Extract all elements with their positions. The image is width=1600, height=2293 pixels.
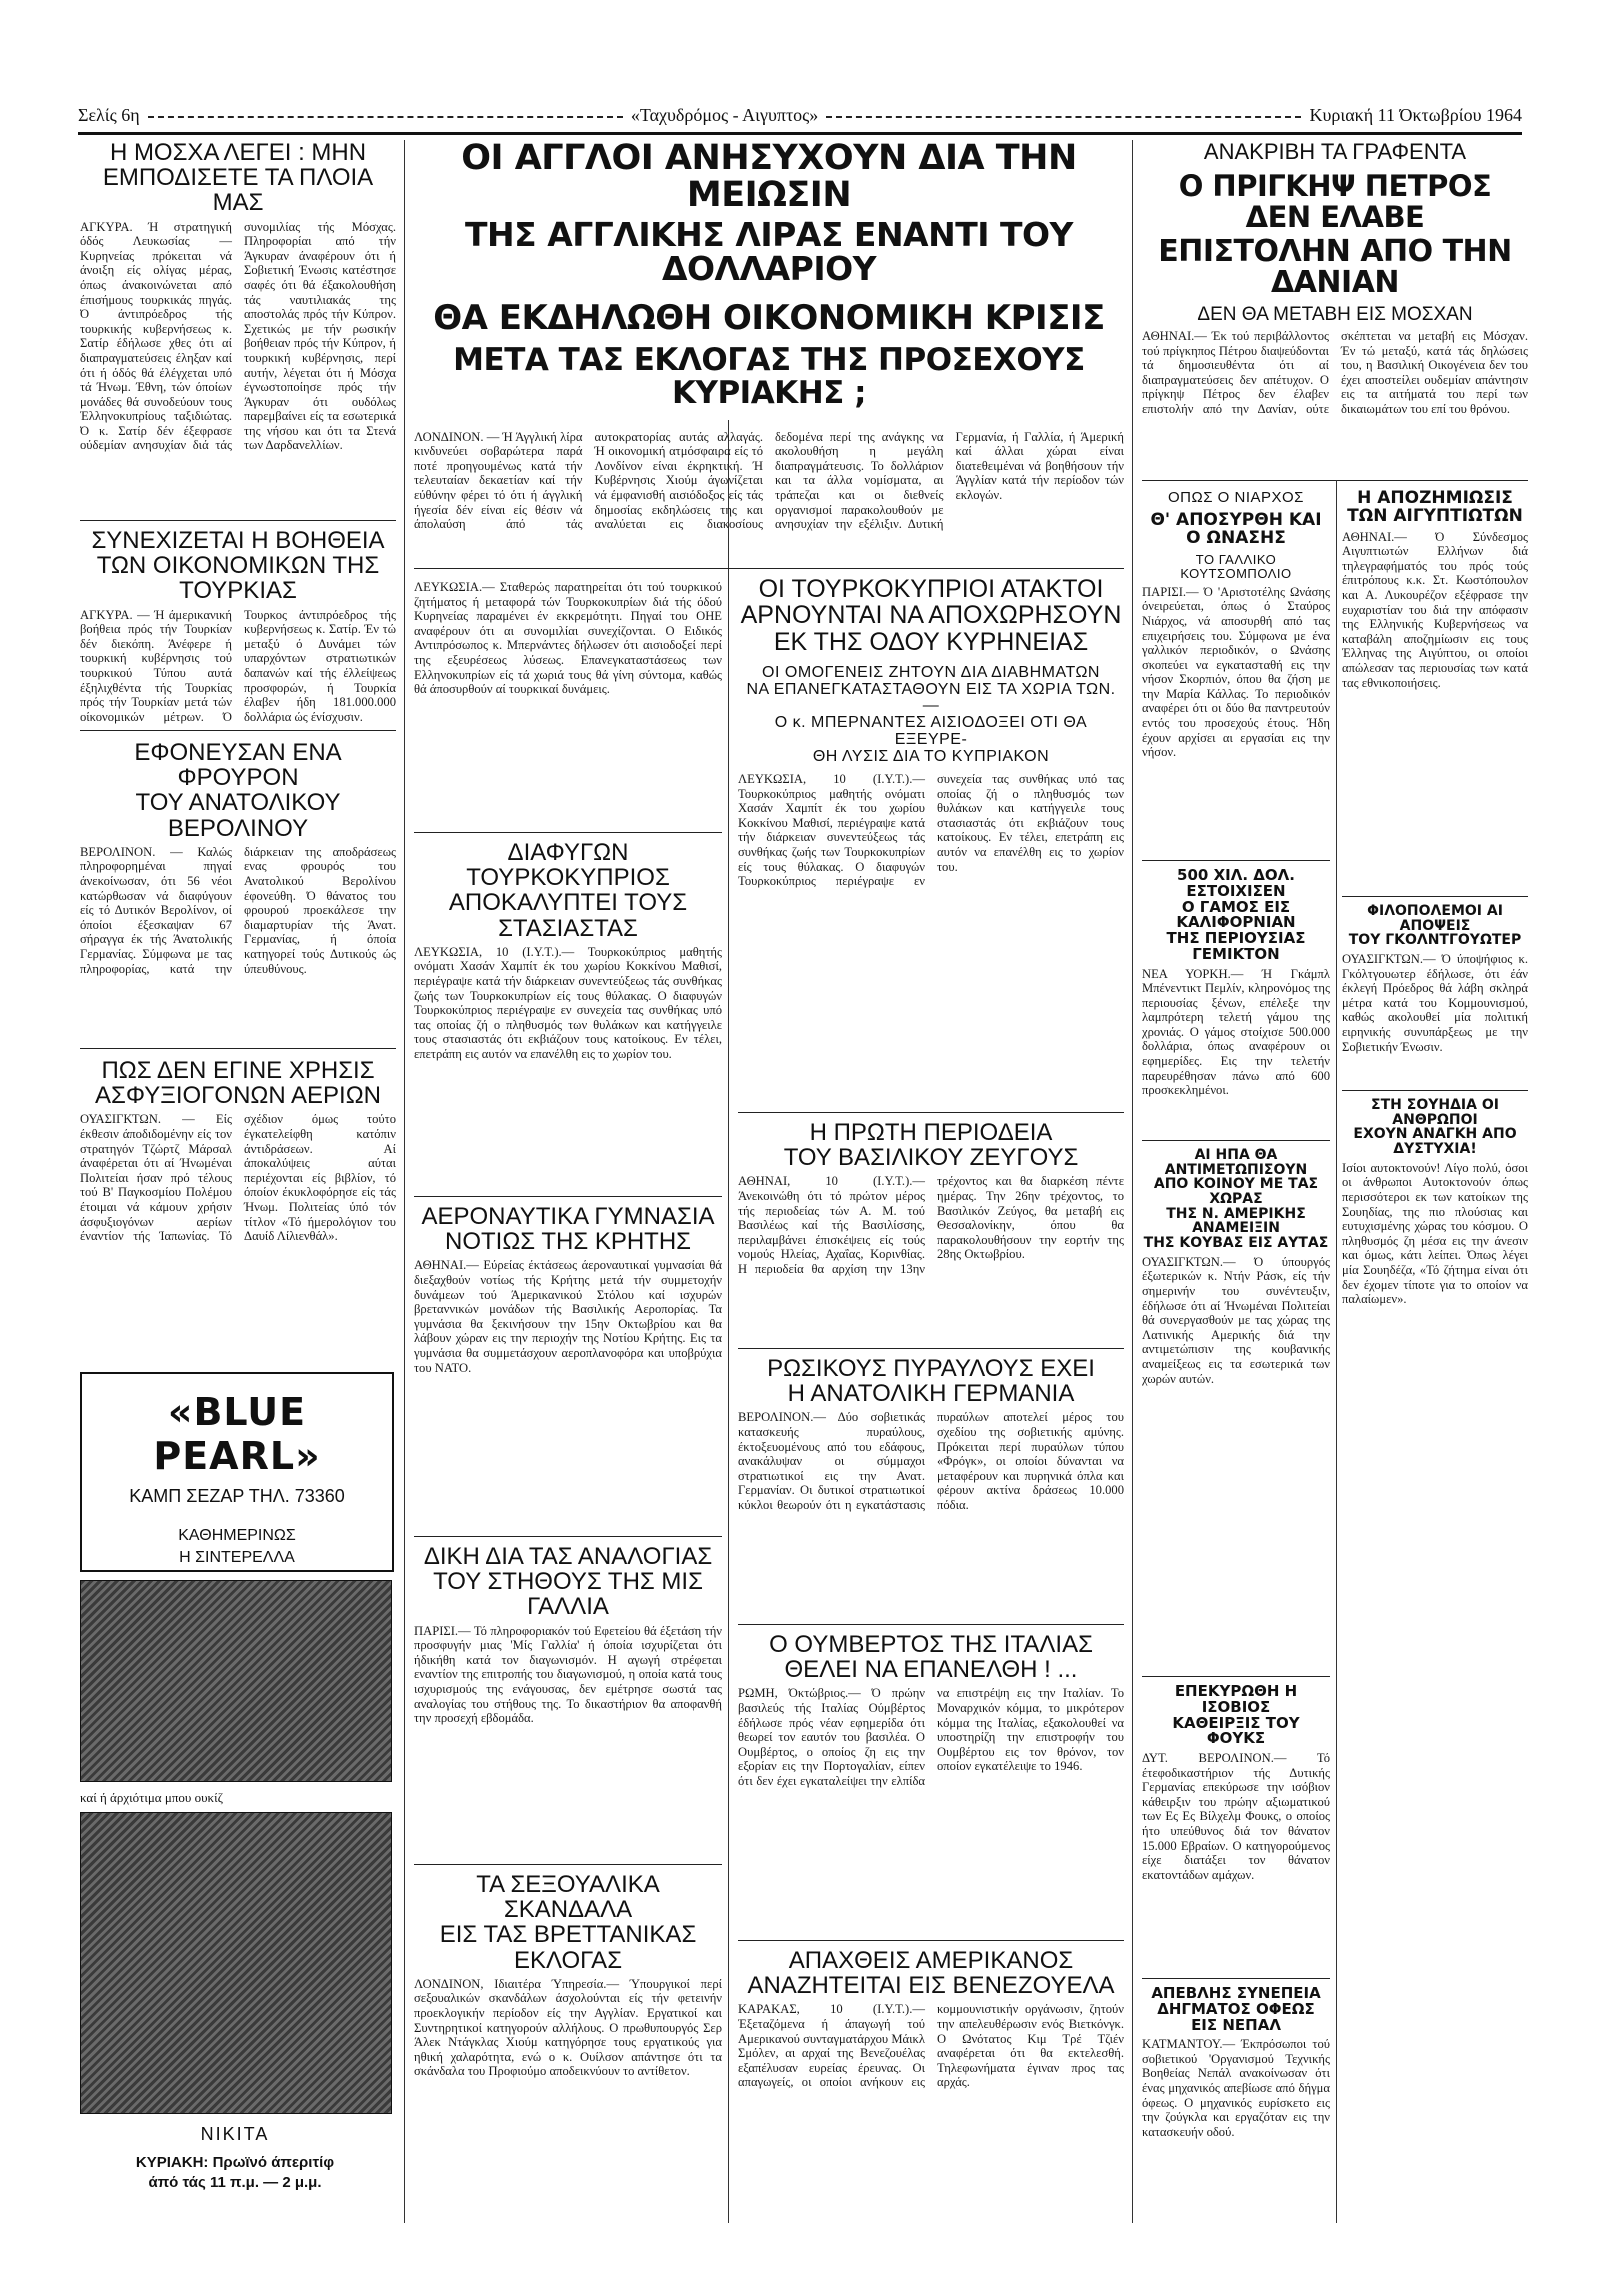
headline: ΔΙΚΗ ΔΙΑ ΤΑΣ ΑΝΑΛΟΓΙΑΣ (423, 1543, 713, 1570)
article-body: ΟΥΑΣΙΓΚΤΩΝ.— Ό ύπουργός έξωτερικών κ. Ντήν Ράσκ, είς τήν σημερινήν του συνέντευξιν, έδήλωσε ότι αί Ήνωμέναι Πολιτείαι θά συνεργασθούν με τας χώρας της Λατινικής Αμερικής διά την αντιμετώπισιν της κουβανικής αναμείξεως εις τα εσωτερικά των χωρών αυτών. (1142, 1254, 1330, 1386)
headline: Η ΑΝΑΤΟΛΙΚΗ ΓΕΡΜΑΝΙΑ (787, 1380, 1075, 1408)
headline: ΕΧΟΥΝ ΑΝΑΓΚΗ ΑΠΟ ΔΥΣΤΥΧΙΑ! (1353, 1126, 1517, 1158)
headline: ΑΡΝΟΥΝΤΑΙ ΝΑ ΑΠΟΧΩΡΗΣΟΥΝ (740, 601, 1122, 630)
headline: Η ΑΠΟΖΗΜΙΩΣΙΣ (1357, 488, 1513, 508)
lead-headline: ΟΙ ΑΓΓΛΟΙ ΑΝΗΣΥΧΟΥΝ ΔΙΑ ΤΗΝ ΜΕΙΩΣΙΝ (461, 138, 1077, 215)
headline: ΤΗΣ ΚΟΥΒΑΣ ΕΙΣ ΑΥΤΑΣ (1143, 1235, 1329, 1252)
article-scandals (414, 1872, 722, 2257)
article-sahara (1342, 1098, 1528, 2201)
headline: ΤΗΣ Ν. ΑΜΕΡΙΚΗΣ ΑΝΑΜΕΙΞΙΝ (1166, 1205, 1306, 1237)
article-body: ΔΥΤ. ΒΕΡΟΛΙΝΟΝ.— Τό έτεφοδικαστήριον τής Δυτικής Γερμανίας επεκύρωσε την ισόβιον κάθειρξιν του πρώην αξιωματικού των Ες Ες Βίλχελμ Φουκς, ο οποίος ήτο υπεύθυνος διά τον θάνατον 15.000 Εβραίων. Ο κατηγορούμενος είχε διατάξει τον θάνατον εκατοντάδων αμάχων. (1142, 1751, 1330, 1882)
headline: ΔΙΑΦΥΓΩΝ ΤΟΥΡΚΟΚΥΠΡΙΟΣ (466, 839, 670, 892)
headline: ΤΗΣ ΠΕΡΙΟΥΣΙΑΣ ΓΕΜΙΚΤΟΝ (1166, 929, 1306, 963)
article-body: Ισίοι αυτοκτονούν! Λίγο πολύ, όσοι οι άνθρωποι Αυτοκτονούν όπως περισσότεροι εκ των κατοίκων της Σουηδίας, της πιο πλούσιας και ευτυχισμένης χώρας του κόσμου. Ο πληθυσμός ζη μέσα εις την άνεσιν και όμως, κάτι λείπει. Όπως λέγει μία Σουηδέζα, «Τό ζήτημα είναι ότι δεν έχομεν τίποτε για το οποίον να παλαίωμεν». (1342, 1160, 1528, 1307)
headline: Ο ΠΡΙΓΚΗΨ ΠΕΤΡΟΣ ΔΕΝ ΕΛΑΒΕ (1178, 169, 1492, 234)
headline: ΑΝΑΖΗΤΕΙΤΑΙ ΕΙΣ ΒΕΝΕΖΟΥΕΛΑ (747, 1972, 1115, 2000)
headline: Ο ΓΑΜΟΣ ΕΙΣ ΚΑΛΙΦΟΡΝΙΑΝ (1176, 897, 1296, 932)
article-moscow (80, 140, 396, 546)
headline: ΤΟΥ ΒΑΣΙΛΙΚΟΥ ΖΕΥΓΟΥΣ (783, 1144, 1079, 1172)
article-ecuador (1142, 1684, 1330, 1991)
headline: ΑΙ ΗΠΑ ΘΑ ΑΝΤΙΜΕΤΩΠΙΣΟΥΝ (1164, 1147, 1308, 1178)
article-tour (738, 1120, 1124, 1334)
article-body: ΟΥΑΣΙΓΚΤΩΝ. — Είς έκθεσιν άποδιδομένην είς τον στρατηγόν Τζώρτζ Μάρσαλ άναφέρεται ότι αί Ήνωμέναι Πολιτείαι ήσαν πρό τέλους τού Β' Παγκοσμίου Πολέμου έτοιμαι νά κάμουν χρήσιν άσφυξιογόνων αερίων έναντίον τής Ίαπωνίας. Τό σχέδιον όμως τούτο έγκατελείφθη κατόπιν άντιδράσεων. Αί άποκαλύψεις αύται περιέχονται είς βιβλίον, τό όποίον έκυκλοφόρησε είς τάς Ήνωμ. Πολιτείας ύπό τόν τίτλον «Τό ήμερολόγιον του Δαυίδ Λίλιενθάλ». (80, 1112, 396, 1244)
divider (414, 832, 722, 833)
article-body: ΑΓΚΥΡΑ. Ή στρατηγική όδός Λευκωσίας — Κυρηνείας πρόκειται νά άνοιξη είς ολίγας μέρας, όπως άνακοινώνεται από έπισήμους τουρκικάς πηγάς. Ό άντιπρόεδρος τής τουρκικής κυβερνήσεως κ. Σατίρ έδήλωσε χθες ότι αί διαπραγματεύσεις έληξαν καί ότι ή όδός θά έλέγχεται υπό τά Ήνωμ. Έθνη, τών όποίων μονάδες θά συνοδεύουν τους Έλληνοκυπρίους ταξιδιώτας. Ό κ. Σατίρ δέν έξεφρασε ούδεμίαν ανησυχίαν διά τάς συνομιλίας τής Μόσχας. Πληροφορίαι από τήν Άγκυραν άναφέρουν ότι ή Σοβιετική Ένωσις κατέστησε σαφές ότι θά έξακολουθήση τάς ναυτιλιακάς της αποστολάς πρός τήν Κύπρον. Σχετικώς με τήν ρωσικήν βοήθειαν πρός τήν Κύπρον, ή τουρκική κυβέρνησις, περί αυτήν, λέγεται ότι ή Μόσχα έγνωστοποίησε πρός τήν Άγκυραν ότι ουδόλως παρεμβαίνει είς τα εσωτερικά της νήσου και ότι τα Στενά των Δαρδανελλίων. (80, 219, 396, 453)
article-body: ΡΩΜΗ, Όκτώβριος.— Ό πρώην βασιλεύς τής Ιταλίας Ούμβέρτος έδήλωσε πρός νέαν εφημερίδα ότι θεωρεί τον εαυτόν του βασιλέα. Ο Ουμβέρτος, ο οποίος ζη εις την εξορίαν εις την Πορτογαλίαν, είπεν ότι δεν έχει εγκαταλείψει την ελπίδα να επιστρέψη εις την Ιταλίαν. Το Μοναρχικόν κόμμα, το μικρότερον κόμμα της Ιταλίας, εξακολουθεί να υποστηρίζη την επιστροφήν του Ουμβέρτου εις τον θρόνον, τον οποίον εγκατέλειψε το 1946. (738, 1686, 1124, 1788)
subheadline: Ο κ. ΜΠΕΡΝΑΝΤΕΣ ΑΙΣΙΟΔΟΞΕΙ ΟΤΙ ΘΑ ΕΞΕΥΡΕ- (774, 714, 1088, 748)
headline: ΤΩΝ ΟΙΚΟΝΟΜΙΚΩΝ ΤΗΣ ΤΟΥΡΚΙΑΣ (96, 552, 380, 605)
divider (1142, 1140, 1330, 1141)
headline: ΕΦΟΝΕΥΣΑΝ ΕΝΑ ΦΡΟΥΡΟΝ (134, 739, 342, 792)
column-rule (728, 420, 729, 2223)
article-venezuela (738, 1948, 1124, 2212)
article-body: ΛΕΥΚΩΣΙΑ, 10 (Ι.Υ.Τ.).— Τουρκοκύπριος μαθητής ονόματι Χασάν Χαμπίτ έκ του χωρίου Κοκκίνου Μαθισί, περιέγραψε κατά τήν διάρκειαν συνεντεύξεως τάς συνθήκας ζωής των Τουρκοκυπρίων είς τους θύλακας. Ο διαφυγών Τουρκοκύπριος περιέγραψε εν συνεχεία τας συνθήκας υπό τας οποίας ζή ο πληθυσμός των θυλάκων και κατήγγειλε τους στασιαστάς ότι εκβιάζουν τους κατοίκους. Εν τέλει, επετράπη εις αυτόν να επανέλθη εις το χωρίον του. (414, 944, 722, 1061)
article-nepal (1142, 1986, 1330, 2217)
subheadline: ΘΗ ΛΥΣΙΣ ΔΙΑ ΤΟ ΚΥΠΡΙΑΚΟΝ (812, 747, 1050, 765)
divider (1142, 860, 1330, 861)
article-body: ΑΘΗΝΑΙ.— Ό Σύνδεσμος Αιγυπτιωτών Ελλήνων διά τηλεγραφήματός του πρός τούς έπιτρόπους κ.κ. Στ. Κωστόπουλον και Α. Λυκουρέζον εξέφρασε την ευχαριστίαν του διά την απόφασιν της Ελληνικής Κυβερνήσεως να καταβάλη αποζημίωσιν εις τους Έλληνας της Αιγύπτου, οι οποίοι απώλεσαν τας περιουσίας των κατά τας εθνικοποιήσεις. (1342, 529, 1528, 690)
headline: ΤΟΥ ΑΝΑΤΟΛΙΚΟΥ ΒΕΡΟΛΙΝΟΥ (135, 789, 341, 842)
article-aid (80, 528, 396, 752)
headline: ΑΠΕΒΛΗΣ ΣΥΝΕΠΕΙΑ (1151, 1984, 1321, 2002)
subheadline: ΔΕΝ ΘΑ ΜΕΤΑΒΗ ΕΙΣ ΜΟΣΧΑΝ (1197, 303, 1473, 325)
article-body: ΑΘΗΝΑΙ, 10 (Ι.Υ.Τ.).— Άνεκοινώθη ότι τό πρώτον μέρος τής περιοδείας τών Α. Μ. τού Βασιλέως καί τής Βασιλίσσης, περιλαμβάνει έπισκέψεις είς τούς νομούς Ηλείας, Αχαΐας, Κορινθίας. Η περιοδεία θα αρχίση την 13ην τρέχοντος και θα διαρκέση πέντε ημέρας. Την 26ην τρέχοντος, το Βασιλικόν Ζεύγος, θα μεταβή εις Θεσσαλονίκην, όπου θα παρακολουθήσουν την εορτήν της 28ης Οκτωβρίου. (738, 1174, 1124, 1276)
divider (1142, 1676, 1330, 1677)
headline: ΔΗΓΜΑΤΟΣ ΟΦΕΩΣ ΕΙΣ ΝΕΠΑΛ (1157, 1999, 1315, 2034)
article-wedding (1142, 868, 1330, 1155)
subheadline: ΤΟ ΓΑΛΛΙΚΟ ΚΟΥΤΣΟΜΠΟΛΙΟ (1180, 552, 1292, 582)
headline: Ο ΟΥΜΒΕΡΤΟΣ ΤΗΣ ΙΤΑΛΙΑΣ (769, 1631, 1093, 1658)
ad-photo-performer (80, 1580, 392, 1782)
divider (1342, 1090, 1528, 1091)
article-body: ΠΑΡΙΣΙ.— Τό πληροφοριακόν τού Εφετείου θά έξετάση τήν προσφυγήν μιας 'Μίς Γαλλία' ή όποία ισχυρίζεται ότι ήδικήθη κατά τον διαγωνισμόν. Η αγωγή στρέφεται εναντίον της επιτροπής του διαγωνισμού, η οποία κατά τους ισχυρισμούς της ενάγουσας, δεν εμέτρησε σωστά τας αναλογίας του στήθους της. Το δικαστήριον θα αποφανθή την προσεχή εβδομάδα. (414, 1623, 722, 1726)
article-turkcypriots-body-right (738, 768, 1124, 1102)
divider (1342, 896, 1528, 897)
article-body: ΛΟΝΔΙΝΟΝ. — Ή Άγγλική λίρα κινδυνεύει σοβαρώτερα παρά ποτέ προηγουμένως κατά τήν τελευταίαν δεκαετίαν καί τήν εύθύνην φέρει τό ότι ή άγγλική ήγεσία δέν είναι είς θέσιν νά άπολαύση άπό τάς αυτοκρατορίας αυτάς αλλαγάς. Ή οικονομική ατμόσφαιρα είς τό Λονδίνον είναι έκρηκτική. Ή Κυβέρνησις Χιούμ άγωνίζεται νά έμφανισθή αισιόδοξος είς τάς δημοσίας εκδηλώσεις της και αναλύεται εις διακοσίους δεδομένα περί της ανάγκης να ακολουθήση η μεγάλη διαπραγμάτευσις. Το δολλάριον και τα άλλα νομίσματα, αι τράπεζαι και οι διεθνείς οργανισμοί παρακολουθούν με ανησυχίαν την εξέλιξιν. Δυτική Γερμανία, ή Γαλλία, ή Άμερική καί άλλαι χώραι είναι διατεθειμέναι νά βοηθήσουν τήν Άγγλίαν κατά τήν περίοδον τών εκλογών. (414, 429, 1124, 532)
headline: ΣΤΗ ΣΟΥΗΔΙΑ ΟΙ ΑΝΘΡΩΠΟΙ (1371, 1097, 1499, 1128)
article-escape (414, 840, 722, 1185)
headline: ΚΑΘΕΙΡΞΙΣ ΤΟΥ ΦΟΥΚΣ (1172, 1713, 1300, 1748)
article-berlin (80, 740, 396, 1095)
article-body: ΑΓΚΥΡΑ. — Ή άμερικανική βοήθεια πρός τήν Τουρκίαν δέν διεκόπη. Άνέφερε ή τουρκική κυβέρνησις τού τουρκικού Τύπου αυτά έξηλιχθέντα τής Τουρκίας πρός τήν Τουρκίαν μετά τών οίκονομικών μέτρων. Ό Τουρκος άντιπρόεδρος τής κυβερνήσεως κ. Σατίρ. Έν τώ μεταξύ ό Δυνάμει τών υπαρχόντων στρατιωτικών δαπανών καί τής έλλείψεως προσφορών, ή Τουρκία έλαβεν ήδη 181.000.000 δολλάρια ώς ένίσχυσιν. (80, 607, 396, 724)
ad-performer: ΝΙΚΙΤΑ (200, 2124, 270, 2144)
page-header (78, 102, 1522, 128)
ad-address: ΚΑΜΠ ΣΕΖΑΡ ΤΗΛ. 73360 (129, 1486, 345, 1506)
ad-photo-guitar (80, 1812, 392, 2114)
headline: ΑΠΑΧΘΕΙΣ ΑΜΕΡΙΚΑΝΟΣ (788, 1947, 1074, 1974)
page-number: Σελίς 6η (78, 104, 140, 125)
article-tohold (1142, 1148, 1330, 1675)
header-rule-right (826, 116, 1301, 118)
divider (80, 520, 396, 521)
lead-subheadline: ΘΑ ΕΚΔΗΛΩΘΗ ΟΙΚΟΝΟΜΙΚΗ ΚΡΙΣΙΣ (433, 297, 1105, 338)
article-body: ΒΕΡΟΛΙΝΟΝ.— Δύο σοβιετικάς κατασκευής πυραύλους, έκτοξευομένους από του εδάφους, ανακάλυψαν οι σύμμαχοι στρατιωτικοί εις την Ανατ. Γερμανίαν. Οι δυτικοί στρατιωτικοί κύκλοι θεωρούν ότι η εγκατάστασις πυραύλων αποτελεί μέρος του σχεδίου της σοβιετικής αμύνης. Πρόκειται περί πυραύλων τύπου «Φρόγκ», οι οποίοι δύνανται να μεταφέρουν και πυρηνικά όπλα και φέρουν ακτίνα δράσεως 10.000 πόδια. (738, 1410, 1124, 1512)
article-trial (414, 1544, 722, 1874)
headline: ΦΙΛΟΠΟΛΕΜΟΙ ΑΙ ΑΠΟΨΕΙΣ (1367, 903, 1503, 934)
header-rule-left (148, 116, 623, 118)
headline: ΑΣΦΥΞΙΟΓΟΝΩΝ ΑΕΡΙΩΝ (95, 1082, 381, 1110)
column-rule (404, 140, 405, 2223)
headline: ΑΠΟΚΑΛΥΠΤΕΙ ΤΟΥΣ ΣΤΑΣΙΑΣΤΑΣ (448, 889, 688, 942)
divider (738, 1348, 1124, 1349)
ad-line: ΚΑΘΗΜΕΡΙΝΩΣ (178, 1527, 296, 1544)
ad-schedule: ΚΥΡΙΑΚΗ: Πρωϊνό άπεριτίφ (135, 2154, 335, 2171)
divider (738, 1624, 1124, 1625)
kicker: ΟΠΩΣ Ο ΝΙΑΡΧΟΣ (1168, 489, 1304, 506)
article-goldwater (1342, 904, 1528, 1082)
divider (1142, 1978, 1330, 1979)
headline: ΣΥΝΕΧΙΖΕΤΑΙ Η ΒΟΗΘΕΙΑ (91, 527, 385, 554)
headline: ΝΟΤΙΩΣ ΤΗΣ ΚΡΗΤΗΣ (444, 1228, 691, 1256)
advertisement-blue-pearl (80, 1372, 394, 1572)
ad-schedule: άπό τάς 11 π.μ. — 2 μ.μ. (148, 2174, 322, 2191)
headline: ΤΟΥ ΓΚΟΛΝΤΓΟΥΩΤΕΡ (1348, 932, 1522, 949)
subheadline: ΟΙ ΟΜΟΓΕΝΕΙΣ ΖΗΤΟΥΝ ΔΙΑ ΔΙΑΒΗΜΑΤΩΝ (762, 663, 1100, 681)
article-body: ΟΥΑΣΙΓΚΤΩΝ.— Ό ύποψήφιος κ. Γκόλτγουωτερ έδήλωσε, ότι έάν έκλεγή Πρόεδρος θά λάβη σκληρά μέτρα κατά του Κομμουνισμού, καθώς ακολουθεί μία πολιτική ειρηνικής συνυπάρξεως με την Σοβιετικήν Ένωσιν. (1342, 952, 1528, 1054)
divider (738, 1112, 1124, 1113)
article-turkcypriots (738, 576, 1124, 766)
article-umberto (738, 1632, 1124, 1924)
headline: ΠΩΣ ΔΕΝ ΕΓΙΝΕ ΧΡΗΣΙΣ (101, 1057, 375, 1084)
kicker: ΑΝΑΚΡΙΒΗ ΤΑ ΓΡΑΦΕΝΤΑ (1203, 139, 1467, 164)
divider (1142, 480, 1528, 481)
column-rule (1132, 140, 1133, 2223)
subheadline: ΝΑ ΕΠΑΝΕΓΚΑΤΑΣΤΑΘΟΥΝ ΕΙΣ ΤΑ ΧΩΡΙΑ ΤΩΝ. — (746, 680, 1116, 715)
article-body: ΚΑΤΜΑΝΤΟΥ.— Έκπρόσωποι τού σοβιετικού 'Οργανισμού Τεχνικής Βοηθείας Νεπάλ ανακοίνωσαν ότι ένας μηχανικός απεβίωσε από δήγμα όφεως. Ο μηχανικός ευρίσκετο εις την ζούγκλα και εργαζόταν εις την κατασκευήν οδού. (1142, 2037, 1330, 2139)
article-egyptians (1342, 490, 1528, 864)
headline: ΕΚ ΤΗΣ ΟΔΟΥ ΚΥΡΗΝΕΙΑΣ (773, 627, 1089, 656)
divider (414, 568, 1124, 569)
headline: ΕΜΠΟΔΙΣΕΤΕ ΤΑ ΠΛΟΙΑ ΜΑΣ (102, 164, 374, 217)
headline: ΑΕΡΟΝΑΥΤΙΚΑ ΓΥΜΝΑΣΙΑ (421, 1203, 715, 1230)
article-body: ΑΘΗΝΑΙ.— Έκ τού περιβάλλοντος τού πρίγκηπος Πέτρου διαψεύδονται τά δημοσιευθέντα ότι αί διαπραγματεύσεις δεν απέτυχον. Ο πρίγκηψ Πέτρος δεν έλαβεν επιστολήν από την Δανίαν, ούτε σκέπτεται να μεταβή εις Μόσχαν. Έν τώ μεταξύ, κατά τάς δηλώσεις του, η Βασιλική Οικογένεια δεν του έχει αποστείλει ουδεμίαν απάντησιν εις τα αιτήματά του περί των δικαιωμάτων του επί του θρόνου. (1142, 328, 1528, 416)
lead-headline: ΤΗΣ ΑΓΓΛΙΚΗΣ ΛΙΡΑΣ ΕΝΑΝΤΙ ΤΟΥ ΔΟΛΛΑΡΙΟΥ (465, 214, 1073, 289)
headline: ΤΩΝ ΑΙΓΥΠΤΙΩΤΩΝ (1347, 505, 1523, 526)
headline: Η ΜΟΣΧΑ ΛΕΓΕΙ : ΜΗΝ (109, 139, 367, 166)
divider (414, 1196, 722, 1197)
article-body: ΛΕΥΚΩΣΙΑ.— Σταθερώς παρατηρείται ότι τού τουρκικού ζητήματος ή μεταφορά τών Τουρκοκυπρίων διά τής όδού Κυρηνείας παραμένει έν εκκρεμότητι. Πηγαί του ΟΗΕ αναφέρουν ότι αι συνομιλίαι συνεχίζονται. Ο Ειδικός Αντιπρόσωπος κ. Μπερνάντες δήλωσεν ότι αισιοδοξεί περί της εξευρέσεως λύσεως. Επανεγκαταστάσεως των Ελληνοκυπρίων είς τά χωριά τους θά γίνη σύντομα, καθώς θά άποσυρθούν αί τουρκικαί δυνάμεις. (414, 580, 722, 697)
article-body: ΚΑΡΑΚΑΣ, 10 (Ι.Υ.Τ.).— Έξεταζόμενα ή άπαγωγή τού Αμερικανού συνταγματάρχου Μάικλ Σμόλεν, αι αρχαί της Βενεζουέλας εξαπέλυσαν ευρείας έρευνας. Οι απαγωγείς, οι οποίοι ανήκουν εις κομμουνιστικήν οργάνωσιν, ζητούν την απελευθέρωσιν ενός Βιετκόνγκ. Ο Ωνότατος Κιμ Τρέ Τζιέν αναφέρεται ότι θα εκτελεσθή. Τηλεφωνήματα έγιναν προς τας αρχάς. (738, 2002, 1124, 2090)
article-gas (80, 1058, 396, 1362)
ad-caption: καί ή άρχιότιμα μπου ουκίζ (80, 1790, 223, 1805)
divider (414, 1536, 722, 1537)
headline: ΑΠΟ ΚΟΙΝΟΥ ΜΕ ΤΑΣ ΧΩΡΑΣ (1153, 1176, 1319, 1208)
newspaper-name: «Ταχυδρόμος - Αιγυπτος» (630, 104, 819, 125)
divider (414, 1864, 722, 1865)
divider (80, 1048, 396, 1049)
article-body: ΑΘΗΝΑΙ.— Εύρείας έκτάσεως άεροναυτικαί γυμνασίαι θά διεξαχθούν νοτίως τής Κρήτης μετά τήν συμμετοχήν δυνάμεων τού Άμερικανικού Στόλου καί ισχυρών βρεταννικών μονάδων τής Βασιλικής Αεροπορίας. Τα γυμνάσια θα ξεκινήσουν την 15ην Οκτωβρίου και θα λάβουν χώραν εις την περιοχήν της Νοτίου Κρήτης. Εις τα γυμνάσια θα συμμετάσχουν αεροπλανοφόρα και υποβρύχια του ΝΑΤΟ. (414, 1258, 722, 1375)
lead-subheadline: ΜΕΤΑ ΤΑΣ ΕΚΛΟΓΑΣ ΤΗΣ ΠΡΟΣΕΧΟΥΣ ΚΥΡΙΑΚΗΣ ; (453, 342, 1085, 412)
article-prince (1142, 140, 1528, 529)
headline: Θ' ΑΠΟΣΥΡΘΗ ΚΑΙ Ο ΩΝΑΣΗΣ (1150, 509, 1322, 548)
headline: ΕΙΣ ΤΑΣ ΒΡΕΤΤΑΝΙΚΑΣ ΕΚΛΟΓΑΣ (439, 1921, 697, 1974)
article-turkcypriots-body-left (414, 576, 722, 830)
divider (738, 1940, 1124, 1941)
ad-name: «BLUE PEARL» (153, 1390, 321, 1478)
article-niarchos (1142, 490, 1330, 853)
article-gymnastics (414, 1204, 722, 1522)
headline: ΤΑ ΣΕΞΟΥΑΛΙΚΑ ΣΚΑΝΔΑΛΑ (476, 1871, 660, 1924)
article-body: ΒΕΡΟΛΙΝΟΝ. — Καλώς πληροφορημέναι πηγαί άνεκοίνωσαν, ότι 56 νέοι κατώρθωσαν νά διαφύγουν είς τό Δυτικόν Βερολίνον, οί όποίοι έξεσκαψαν 67 σήραγγα έκ τής Άνατολικής Γερμανίας. Σύμφωνα με τας πληροφορίας, κατά την διάρκειαν της αποδράσεως ενας φρουρός του Ανατολικού Βερολίνου έφονεύθη. Ό θάνατος του φρουρού προεκάλεσε την διαμαρτυρίαν τής Άνατ. Γερμανίας, ή όποία κατηγορεί τούς Δυτικούς ώς ύπευθύνους. (80, 844, 396, 976)
article-body: ΛΕΥΚΩΣΙΑ, 10 (Ι.Υ.Τ.).— Τουρκοκύπριος μαθητής ονόματι Χασάν Χαμπίτ έκ του χωρίου Κοκκίνου Μαθισί, περιέγραψε κατά τήν διάρκειαν συνεντεύξεως τάς συνθήκας ζωής των Τουρκοκυπρίων είς τους θύλακας. Ο διαφυγών Τουρκοκύπριος περιέγραψε εν συνεχεία τας συνθήκας υπό τας οποίας ζή ο πληθυσμός των θυλάκων και κατήγγειλε τους στασιαστάς ότι εκβιάζουν τους κατοίκους. Εν τέλει, επετράπη εις αυτόν να επανέλθη εις το χωρίον του. (738, 772, 1124, 889)
article-body: ΠΑΡΙΣΙ.— Ό 'Αριστοτέλης Ωνάσης όνειρεύεται, όπως ό Σταύρος Νιάρχος, νά αποσυρθή από τας επιχειρήσεις του. Σύμφωνα με ένα γαλλικόν περιοδικόν, ο Ωνάσης σκοπεύει να εγκατασταθή εις την νήσον Σκορπιόν, όπου θα ζήση με την Μαρία Κάλλας. Το περιοδικόν αναφέρει ότι οι δύο θα παντρευτούν εντός του προσεχούς έτους. Ήδη έχουν αρχίσει αι εργασίαι εις την νήσον. (1142, 584, 1330, 760)
header-bottom-rule (78, 132, 1522, 135)
issue-date: Κυριακή 11 Όκτωβρίου 1964 (1309, 104, 1522, 125)
headline: ΕΠΙΣΤΟΛΗΝ ΑΠΟ ΤΗΝ ΔΑΝΙΑΝ (1158, 233, 1512, 301)
article-missiles (738, 1356, 1124, 1610)
headline: ΤΟΥ ΣΤΗΘΟΥΣ ΤΗΣ ΜΙΣ ΓΑΛΛΙΑ (433, 1568, 703, 1621)
article-body: ΝΕΑ ΥΟΡΚΗ.— Ή Γκάμπλ Μπένεντικτ Πεμλίν, κληρονόμος της περιουσίας ξένων, επέλεξε την λαμπρότερη τελετή γάμου της χρονιάς. Ο γάμος στοίχισε 500.000 δολλάρια, όπως αναφέρουν οι εφημερίδες. Εις την τελετήν παρευρέθησαν πάνω από 600 προσκεκλημένοι. (1142, 966, 1330, 1098)
divider (80, 730, 396, 731)
headline: 500 ΧΙΛ. ΔΟΛ. ΕΣΤΟΙΧΙΣΕΝ (1177, 866, 1295, 900)
headline: Η ΠΡΩΤΗ ΠΕΡΙΟΔΕΙΑ (809, 1119, 1053, 1146)
ad-line: Η ΣΙΝΤΕΡΕΛΛΑ (179, 1549, 295, 1566)
column-rule (1336, 480, 1337, 2223)
headline: ΟΙ ΤΟΥΡΚΟΚΥΠΡΙΟΙ ΑΤΑΚΤΟΙ (758, 575, 1104, 603)
headline: ΡΩΣΙΚΟΥΣ ΠΥΡΑΥΛΟΥΣ ΕΧΕΙ (767, 1355, 1095, 1382)
article-pound (414, 140, 1124, 638)
headline: ΘΕΛΕΙ ΝΑ ΕΠΑΝΕΛΘΗ ! ... (784, 1656, 1078, 1684)
headline: ΕΠΕΚΥΡΩΘΗ Η ΙΣΟΒΙΟΣ (1174, 1682, 1298, 1716)
article-body: ΛΟΝΔΙΝΟΝ, Ιδιαιτέρα Ύπηρεσία.— Ύπουργικοί περί σεξουαλικών σκανδάλων άσχολούνται είς τήν φετεινήν προεκλογικήν περίοδον είς την Αγγλίαν. Εργατικοί και Συντηρητικοί κατηγορούν αλλήλους. Ο πρωθυπουργός Σερ Άλεκ Ντάγκλας Χιούμ κατηγόρησε τους εργατικούς για ηθική χαλαρότητα, ενώ ο κ. Ουίλσον απάντησε ότι τα σκάνδαλα του Προφιούμο αποδεικνύουν το αντίθετον. (414, 1976, 722, 2079)
